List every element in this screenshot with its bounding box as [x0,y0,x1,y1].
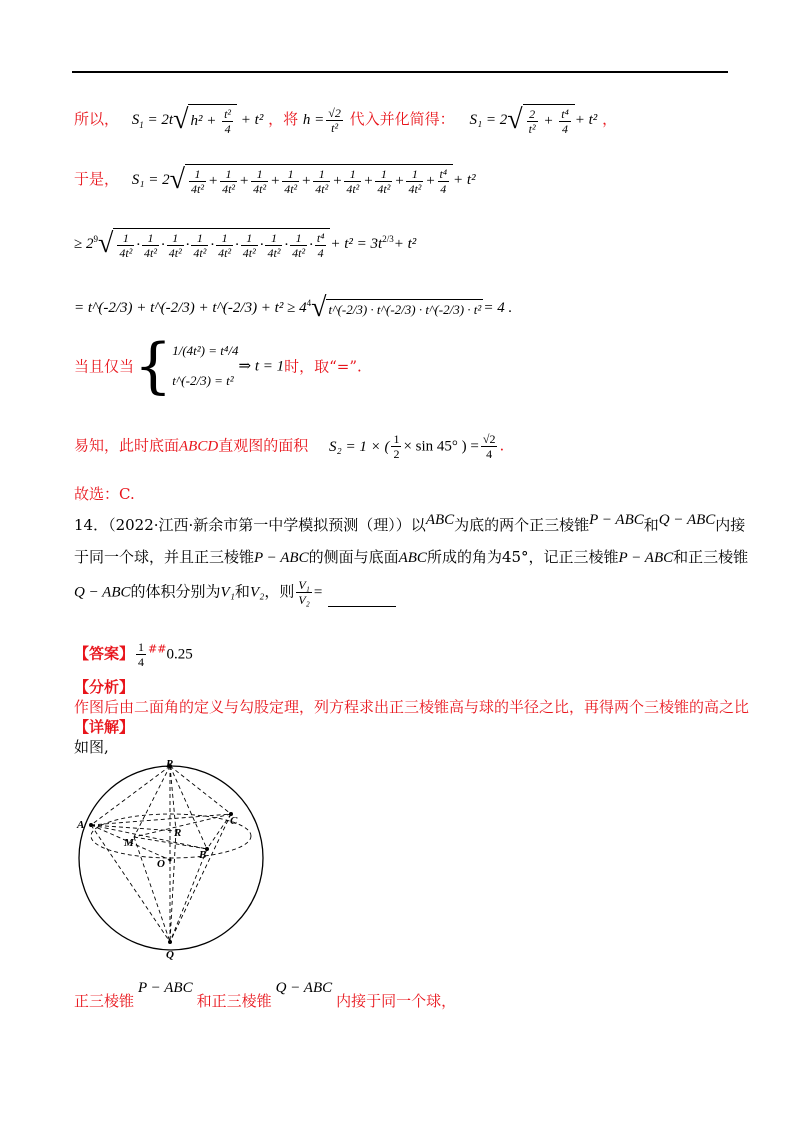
analysis-label: 【分析】 [74,678,135,696]
header-rule [72,71,728,73]
question-14-line1: 14．（2022·江西·新余市第一中学模拟预测（理））以ABC为底的两个正三棱锥P − ABC和Q − ABC内接 [74,512,746,534]
text-jiang: ，将 [268,110,299,128]
line-area: 易知，此时底面ABCD直观图的面积 S₂ = 1 × ( $\frac{1}{2}$ × sin 45° ) = $\frac{√2}{4}$ . [74,432,505,461]
line-split: = t^(-2/3) + t^(-2/3) + t^(-2/3) + $t^2 \ge 4^4√$ t^(-2/3) · t^(-2/3) · t^(-2/3) · t² = 4 . [74,292,513,323]
label-M: M [124,837,134,849]
analysis-text: 作图后由二面角的定义与勾股定理，列方程求出正三棱锥高与球的半径之比，再得两个三棱锥的高之比 [74,698,750,716]
text-yushi: 于是， [74,170,120,188]
sum-radicand: $\frac{1}{\text{4t²}}$ + $\frac{1}{\text{4t²}}$ + $\frac{1}{\text{4t²}}$ + $\frac{1}{\text{4t²}}$ + $\frac{1}{\text{4t²}}$ + $\frac{1}{\text{4t²}}$ + $\frac{1}{\text{4t²}}$ + $\frac{1}{\text{4t²}}$ + $\frac{\text{t⁴}}{4}$ [185,164,453,196]
label-O: O [157,858,165,870]
product-radicand: $\frac{1}{\text{4t²}}$ · $\frac{1}{\text{4t²}}$ · $\frac{1}{\text{4t²}}$ · $\frac{1}{\text{4t²}}$ · $\frac{1}{\text{4t²}}$ · $\frac{1}{\text{4t²}}$ · $\frac{1}{\text{4t²}}$ · $\frac{1}{\text{4t²}}$ · $\frac{\text{t⁴}}{4}$ [113,228,330,260]
detail-label: 【详解】 [74,718,135,736]
label-P: P [166,758,173,770]
sphere-figure [74,758,274,963]
label-A: A [77,819,85,831]
question-14-line2: 于同一个球，并且正三棱锥P − ABC的侧面与底面ABC所成的角为45°，记正三棱锥P − ABC和正三棱锥 [74,548,749,566]
line-equality: 当且仅当{1/(4t²) = t⁴/4 t^(-2/3) = t²⇒ t = 1时，取“=”. [74,331,362,401]
line-so: 所以， $S_1 = 2t√$ h² + $\frac{\text{t²}}{4}$ + t² ，将 h = $\frac{√2}{\text{t²}}$ 代入并化简得： S₁ = 2√ $\frac{2}{\text{t²}}$ + $\frac{\text{t⁴}}{4}$ + t² ， [74,104,618,136]
label-C: C [230,815,238,827]
text-substitute: 代入并化简得： [349,110,455,128]
answer-blank [328,606,396,607]
label-Q: Q [166,949,174,961]
detail-text: 如图, [74,738,109,756]
label-B: B [199,849,207,861]
text-so: 所以， [74,110,120,128]
answer-line: 【答案】 $\frac{1}{4}$ ##0.25 [74,640,193,669]
choice-answer: 故选：C. [74,485,135,503]
label-R: R [174,827,182,839]
line-therefore: 于是， S₁ = 2√ $\frac{1}{\text{4t²}}$ + $\frac{1}{\text{4t²}}$ + $\frac{1}{\text{4t²}}$ + $\frac{1}{\text{4t²}}$ + $\frac{1}{\text{4t²}}$ + $\frac{1}{\text{4t²}}$ + $\frac{1}{\text{4t²}}$ + $\frac{1}{\text{4t²}}$ + $\frac{\text{t⁴}}{4}$ + t² [74,164,476,196]
question-14-line3: Q − ABC的体积分别为V₁和V₂，则 $\frac{\text{V₁}}{\text{V₂}}$ = [74,578,396,607]
line-amgm: ≥ $2^9√$ $\frac{1}{\text{4t²}}$ · $\frac{1}{\text{4t²}}$ · $\frac{1}{\text{4t²}}$ · $\frac{1}{\text{4t²}}$ · $\frac{1}{\text{4t²}}$ · $\frac{1}{\text{4t²}}$ · $\frac{1}{\text{4t²}}$ · $\frac{1}{\text{4t²}}$ · $\frac{\text{t⁴}}{4}$ + $t^2 = 3t^{2/3}+ t^2$ [74,228,417,260]
last-line: 正三棱锥P − ABC和正三棱锥Q − ABC内接于同一个球， [74,980,457,1010]
